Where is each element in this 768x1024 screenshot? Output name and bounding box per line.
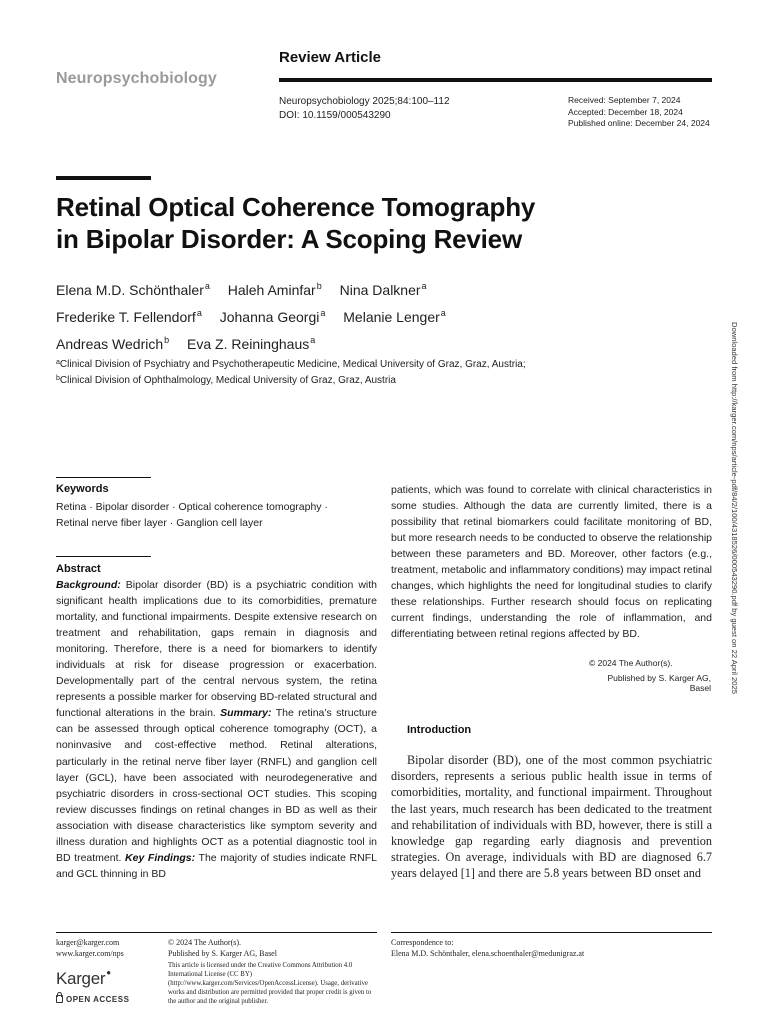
published-date: Published online: December 24, 2024 <box>568 118 710 128</box>
download-note <box>728 322 740 732</box>
author[interactable]: Frederike T. Fellendorf$^a$ <box>56 308 202 325</box>
keywords-line-1: Retina · Bipolar disorder · Optical coherence tomography · <box>56 501 328 513</box>
abstract-rule <box>56 556 151 557</box>
footer-license: This article is licensed under the Creative Commons Attribution 4.0 International License (CC BY) (http://www.karger.com/Services/OpenAccessLicense). Usage, derivative works and distribution are permitted provided that proper credit is given to the author and the original publisher. <box>168 962 372 1005</box>
title-rule <box>56 176 151 180</box>
key-findings-label: Key Findings: <box>125 851 196 864</box>
footer-contact <box>56 937 124 959</box>
author[interactable]: Melanie Lenger$^a$ <box>343 308 446 325</box>
journal-name: Neuropsychobiology <box>56 70 217 87</box>
author[interactable]: Johanna Georgi$^a$ <box>219 308 326 325</box>
keywords-heading: Keywords <box>56 483 109 495</box>
background-text: Bipolar disorder (BD) is a psychiatric condition with significant health implications due to its comorbidities, premature mortality, and functional impairments. Despite extensive research on treatment and rehabilitation, gaps remain in diagnosis and monitoring. Therefore, there is a need for biomarkers to identify individuals at risk for disease progression or exacerbation. Developmentally part of the central nervous system, the retina represents a possible marker for observing BD-related structural and functional alterations in the brain. <box>56 579 377 720</box>
author[interactable]: Andreas Wedrich$^b$ <box>56 335 170 352</box>
received-date: Received: September 7, 2024 <box>568 95 681 105</box>
keywords-list <box>56 499 386 531</box>
keywords-rule <box>56 477 151 478</box>
title-line-2: in Bipolar Disorder: A Scoping Review <box>56 224 522 254</box>
karger-logo[interactable]: Karger● <box>56 968 111 988</box>
footer-publisher: Published by S. Karger AG, Basel <box>168 949 277 958</box>
dates-block <box>568 95 710 130</box>
abstract-publisher: Published by S. Karger AG, Basel <box>607 673 711 693</box>
citation-block <box>279 95 450 123</box>
abstract-heading: Abstract <box>56 563 101 575</box>
article-type: Review Article <box>279 49 381 66</box>
abstract-body <box>56 577 377 882</box>
article-title <box>56 191 616 255</box>
open-access-badge: OPEN ACCESS <box>56 995 129 1004</box>
doi-link[interactable]: DOI: 10.1159/000543290 <box>279 110 391 121</box>
footer-email-link[interactable]: karger@karger.com <box>56 938 120 947</box>
keywords-line-2: Retinal nerve fiber layer · Ganglion cell layer <box>56 517 263 529</box>
header-rule <box>279 78 712 82</box>
abstract-copyright: © 2024 The Author(s). <box>589 658 673 668</box>
affiliation: $^b$Clinical Division of Ophthalmology, Medical University of Graz, Graz, Austria <box>56 375 396 386</box>
author-list <box>56 275 616 356</box>
footer-publication <box>168 937 277 959</box>
accepted-date: Accepted: December 18, 2024 <box>568 106 683 117</box>
footer-copyright: © 2024 The Author(s). <box>168 938 242 947</box>
citation: Neuropsychobiology 2025;84:100–112 <box>279 96 450 107</box>
author-row-1 <box>56 275 616 302</box>
introduction-heading: Introduction <box>407 724 472 736</box>
author[interactable]: Eva Z. Reininghaus$^a$ <box>187 335 316 352</box>
key-findings-text: The majority of studies indicate RNFL and GCL thinning in BD <box>56 851 377 880</box>
footer-correspondence <box>391 937 584 959</box>
affiliations <box>56 356 576 388</box>
affiliation: $^a$Clinical Division of Psychiatry and Psychotherapeutic Medicine, Medical University of Graz, Graz, Austria; <box>56 359 526 370</box>
correspondence-label: Correspondence to: <box>391 938 454 947</box>
footer-rule-right <box>391 932 712 933</box>
author[interactable]: Elena M.D. Schönthaler$^a$ <box>56 281 210 298</box>
footer-rule-left <box>56 932 377 933</box>
footer-website-link[interactable]: www.karger.com/nps <box>56 949 124 958</box>
author[interactable]: Haleh Aminfar$^b$ <box>227 281 322 298</box>
author[interactable]: Nina Dalkner$^a$ <box>339 281 427 298</box>
open-lock-icon <box>56 995 63 1003</box>
background-label: Background: <box>56 579 121 591</box>
author-row-3 <box>56 329 616 356</box>
summary-text: The retina’s structure can be assessed through optical coherence tomography (OCT), a noninvasive and cost-effective method. Retinal alterations, particularly in the retinal nerve fiber layer (RNFL) and ganglion cell layer (GCL), have been associated with neurodegenerative and psychiatric disorders in cross-sectional OCT studies. This scoping review discusses findings on retinal changes in BD as well as their association with disease characteristics like symptom severity and illness duration and highlights OCT as a potential diagnostic tool in BD treatment. <box>56 707 377 864</box>
title-line-1: Retinal Optical Coherence Tomography <box>56 192 536 222</box>
abstract-continuation: patients, which was found to correlate with clinical characteristics in some studies. Although the data are currently limited, there is a possibility that retinal biomarkers could facilitate monitoring of BD, but more research needs to be conducted to observe the relationship between these parameters and BD. Moreover, other factors (e.g., treatment, metabolic and inflammatory conditions) may impact retinal changes, which highlights the need for longitudinal studies to clarify these relationships. Further research should focus on replicating current findings, understanding the role of inflammation, and differentiating between retinal regions affected by BD. <box>391 484 712 641</box>
introduction-text: Bipolar disorder (BD), one of the most common psychiatric disorders, represents a serious public health issue in terms of comorbidities, mortality, and functional impairment. Throughout the last years, much research has been dedicated to the treatment and rehabilitation of individuals with BD, however, there is still a knowledge gap regarding early diagnosis and prevention strategies. On average, individuals with BD are diagnosed 6.7 years delayed [1] and there are 5.8 years between BD onset and <box>391 753 712 881</box>
summary-label: Summary: <box>220 707 272 720</box>
author-row-2 <box>56 302 616 329</box>
correspondence-contact[interactable]: Elena M.D. Schönthaler, elena.schoenthaler@medunigraz.at <box>391 949 585 958</box>
download-note-text[interactable]: Downloaded from http://karger.com/nps/article-pdf/84/2/100/4318526/000543290.pdf by guest on 22 April 2025 <box>730 322 739 694</box>
